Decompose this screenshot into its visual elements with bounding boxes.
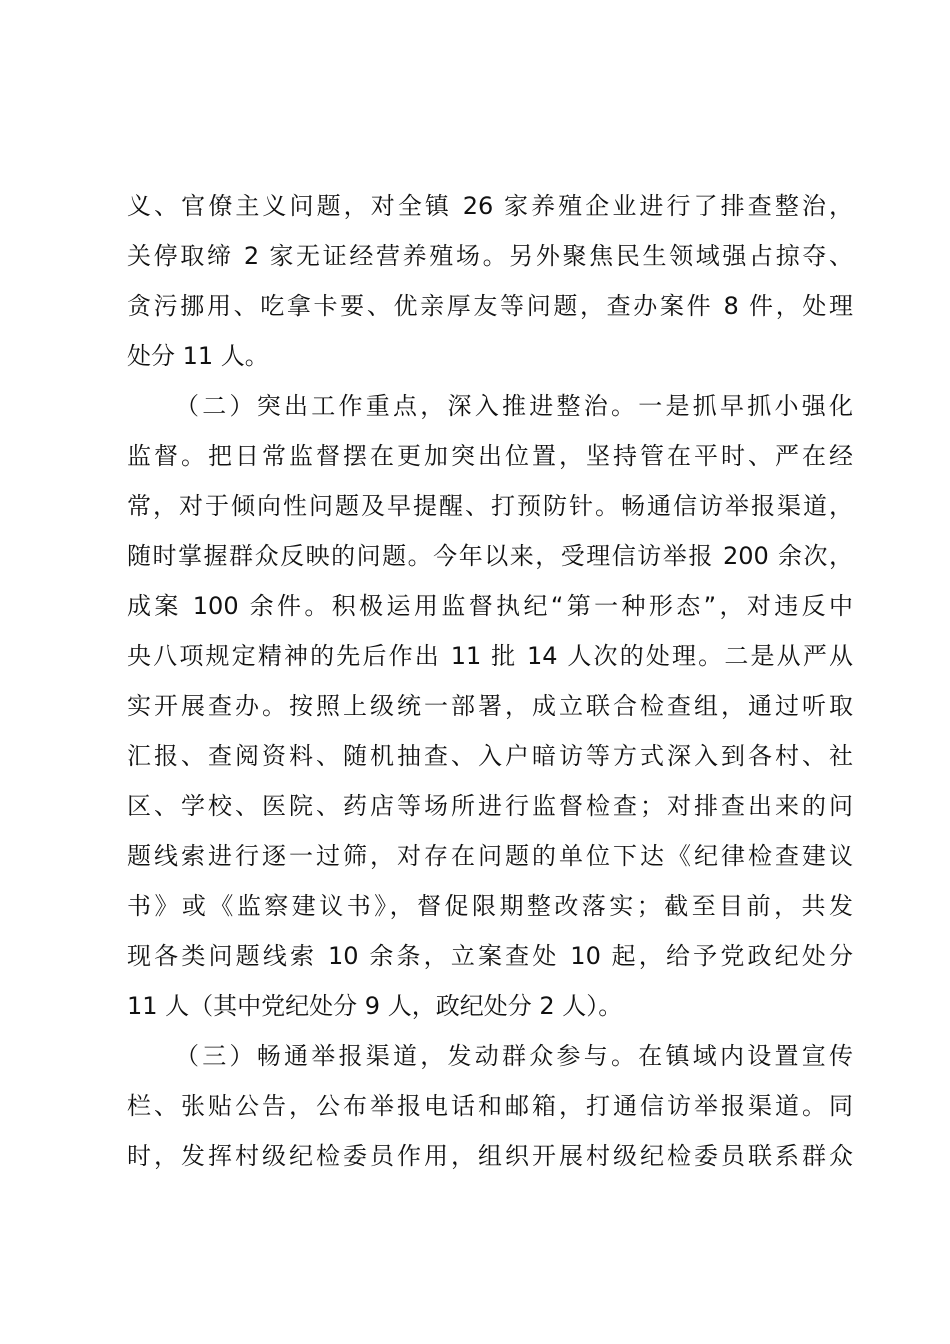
text-line: 题线索进行逐一过筛，对存在问题的单位下达《纪律检查建议 — [127, 842, 853, 870]
text-line: 处分 11 人。 — [127, 342, 269, 370]
text-line: 成案 100 余件。积极运用监督执纪“第一种形态”，对违反中 — [127, 592, 853, 620]
text-line: 区、学校、医院、药店等场所进行监督检查；对排查出来的问 — [127, 792, 853, 820]
text-line: 11 人（其中党纪处分 9 人，政纪处分 2 人）。 — [127, 992, 623, 1020]
text-line: 贪污挪用、吃拿卡要、优亲厚友等问题，查办案件 8 件，处理 — [127, 292, 853, 320]
paragraph-first-line: （三）畅通举报渠道，发动群众参与。在镇域内设置宣传 — [175, 1042, 853, 1070]
text-line: 央八项规定精神的先后作出 11 批 14 人次的处理。二是从严从 — [127, 642, 853, 670]
text-line: 时，发挥村级纪检委员作用，组织开展村级纪检委员联系群众 — [127, 1142, 853, 1170]
document-body — [127, 181, 853, 1181]
text-line: 实开展查办。按照上级统一部署，成立联合检查组，通过听取 — [127, 692, 853, 720]
text-line: 监督。把日常监督摆在更加突出位置，坚持管在平时、严在经 — [127, 442, 853, 470]
paragraph-first-line: （二）突出工作重点，深入推进整治。一是抓早抓小强化 — [175, 392, 853, 420]
text-line: 常，对于倾向性问题及早提醒、打预防针。畅通信访举报渠道， — [127, 492, 853, 520]
text-line: 义、官僚主义问题，对全镇 26 家养殖企业进行了排查整治， — [127, 192, 853, 220]
text-line: 现各类问题线索 10 余条，立案查处 10 起，给予党政纪处分 — [127, 942, 853, 970]
text-line: 栏、张贴公告，公布举报电话和邮箱，打通信访举报渠道。同 — [127, 1092, 853, 1120]
text-line: 书》或《监察建议书》，督促限期整改落实；截至目前，共发 — [127, 892, 853, 920]
text-line: 随时掌握群众反映的问题。今年以来，受理信访举报 200 余次， — [127, 542, 853, 570]
text-line: 关停取缔 2 家无证经营养殖场。另外聚焦民生领域强占掠夺、 — [127, 242, 853, 270]
text-line: 汇报、查阅资料、随机抽查、入户暗访等方式深入到各村、社 — [127, 742, 853, 770]
